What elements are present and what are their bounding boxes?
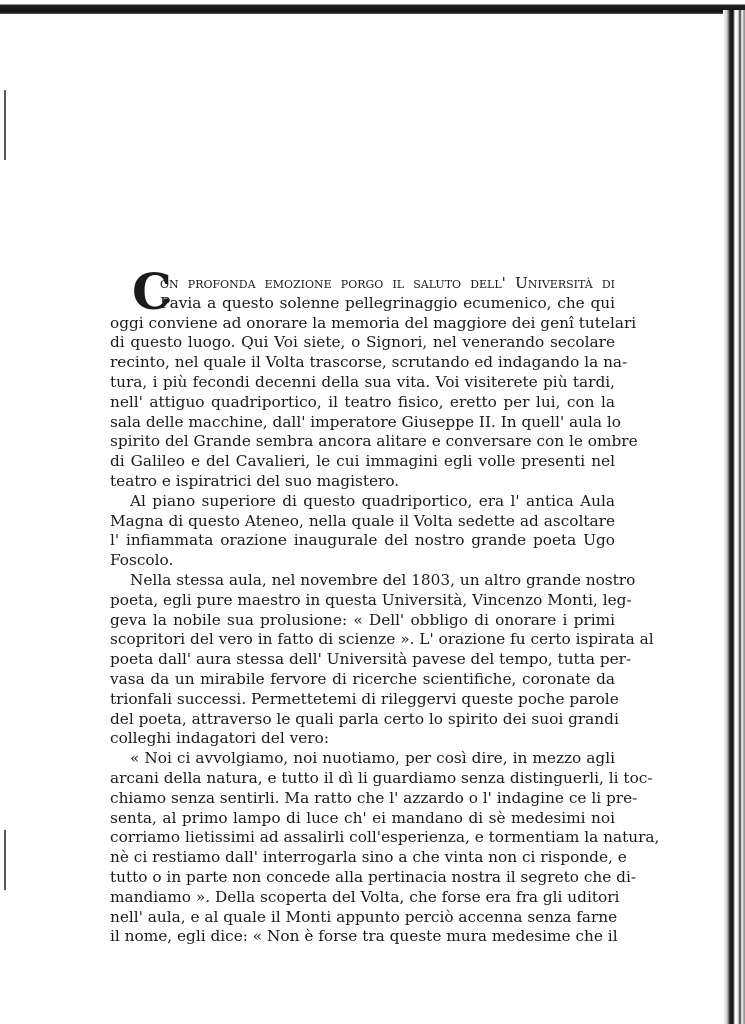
text-line: recinto, nel quale il Volta trascorse, scrutando ed indagando la na- (110, 353, 628, 372)
text-line: colleghi indagatori del vero: (110, 729, 329, 748)
text-line: nè ci restiamo dall' interrogarla sino a che vinta non ci risponde, e (110, 848, 627, 867)
paragraph (110, 570, 654, 749)
text-line: nell' aula, e al quale il Monti appunto perciò accenna senza farne (110, 907, 618, 926)
text-line: geva la nobile sua prolusione: « Dell' obbligo di onorare i primi (110, 610, 615, 629)
text-line: Foscolo. (110, 551, 174, 570)
text-line: poeta dall' aura stessa dell' Università pavese del tempo, tutta per- (110, 650, 632, 669)
text-line: oggi conviene ad onorare la memoria del maggiore dei genî tutelari (110, 313, 637, 332)
scan-margin-mark (4, 90, 6, 160)
paragraph (110, 262, 638, 492)
drop-cap: C (132, 262, 172, 321)
text-line: vasa da un mirabile fervore di ricerche scientifiche, coronate da (110, 669, 615, 688)
text-line: tura, i più fecondi decenni della sua vita. Voi visiterete più tardi, (110, 372, 615, 391)
text-line: « Noi ci avvolgiamo, noi nuotiamo, per così dire, in mezzo agli (130, 749, 615, 768)
text-line: Nella stessa aula, nel novembre del 1803, un altro grande nostro (130, 570, 636, 589)
text-line: scopritori del vero in fatto di scienze ». L' orazione fu certo ispirata al (110, 630, 654, 649)
text-line: arcani della natura, e tutto il dì li guardiamo senza distinguerli, li toc- (110, 768, 653, 787)
text-line: mandiamo ». Della scoperta del Volta, che forse era fra gli uditori (110, 887, 620, 906)
text-line: on profonda emozione porgo il saluto dell' Università di (160, 274, 615, 292)
text-line: teatro e ispiratrici del suo magistero. (110, 471, 400, 490)
page-top-edge (0, 0, 745, 14)
text-line: trionfali successi. Permettetemi di rileggervi queste poche parole (110, 689, 619, 708)
paragraph (110, 492, 615, 571)
text-line: Al piano superiore di questo quadriportico, era l' antica Aula (130, 491, 615, 510)
text-line: corriamo lietissimi ad assalirli coll'esperienza, e tormentiam la natura, (110, 828, 660, 847)
text-line: del poeta, attraverso le quali parla certo lo spirito dei suoi grandi (110, 709, 619, 728)
text-line: Pavia a questo solenne pellegrinaggio ecumenico, che qui (160, 293, 615, 312)
text-line: sala delle macchine, dall' imperatore Giuseppe II. In quell' aula lo (110, 412, 621, 431)
text-line: Magna di questo Ateneo, nella quale il Volta sedette ad ascoltare (110, 511, 615, 530)
page-right-edge (723, 10, 745, 1024)
text-line: tutto o in parte non concede alla pertinacia nostra il segreto che di- (110, 867, 637, 886)
text-line: il nome, egli dice: « Non è forse tra queste mura medesime che il (110, 927, 618, 946)
text-line: chiamo senza sentirli. Ma ratto che l' azzardo o l' indagine ce li pre- (110, 788, 638, 807)
body-text (110, 262, 660, 947)
text-line: di questo luogo. Qui Voi siete, o Signori, nel venerando secolare (110, 333, 615, 352)
text-line: spirito del Grande sembra ancora alitare e conversare con le ombre (110, 432, 638, 451)
text-line: l' infiammata orazione inaugurale del nostro grande poeta Ugo (110, 531, 615, 550)
text-line: poeta, egli pure maestro in questa Università, Vincenzo Monti, leg- (110, 590, 632, 609)
scan-margin-mark (4, 830, 6, 890)
text-line: senta, al primo lampo di luce ch' ei mandano di sè medesimi noi (110, 808, 615, 827)
text-line: nell' attiguo quadriportico, il teatro fisico, eretto per lui, con la (110, 392, 615, 411)
paragraph (110, 749, 660, 947)
text-line: di Galileo e del Cavalieri, le cui immagini egli volle presenti nel (110, 452, 615, 471)
